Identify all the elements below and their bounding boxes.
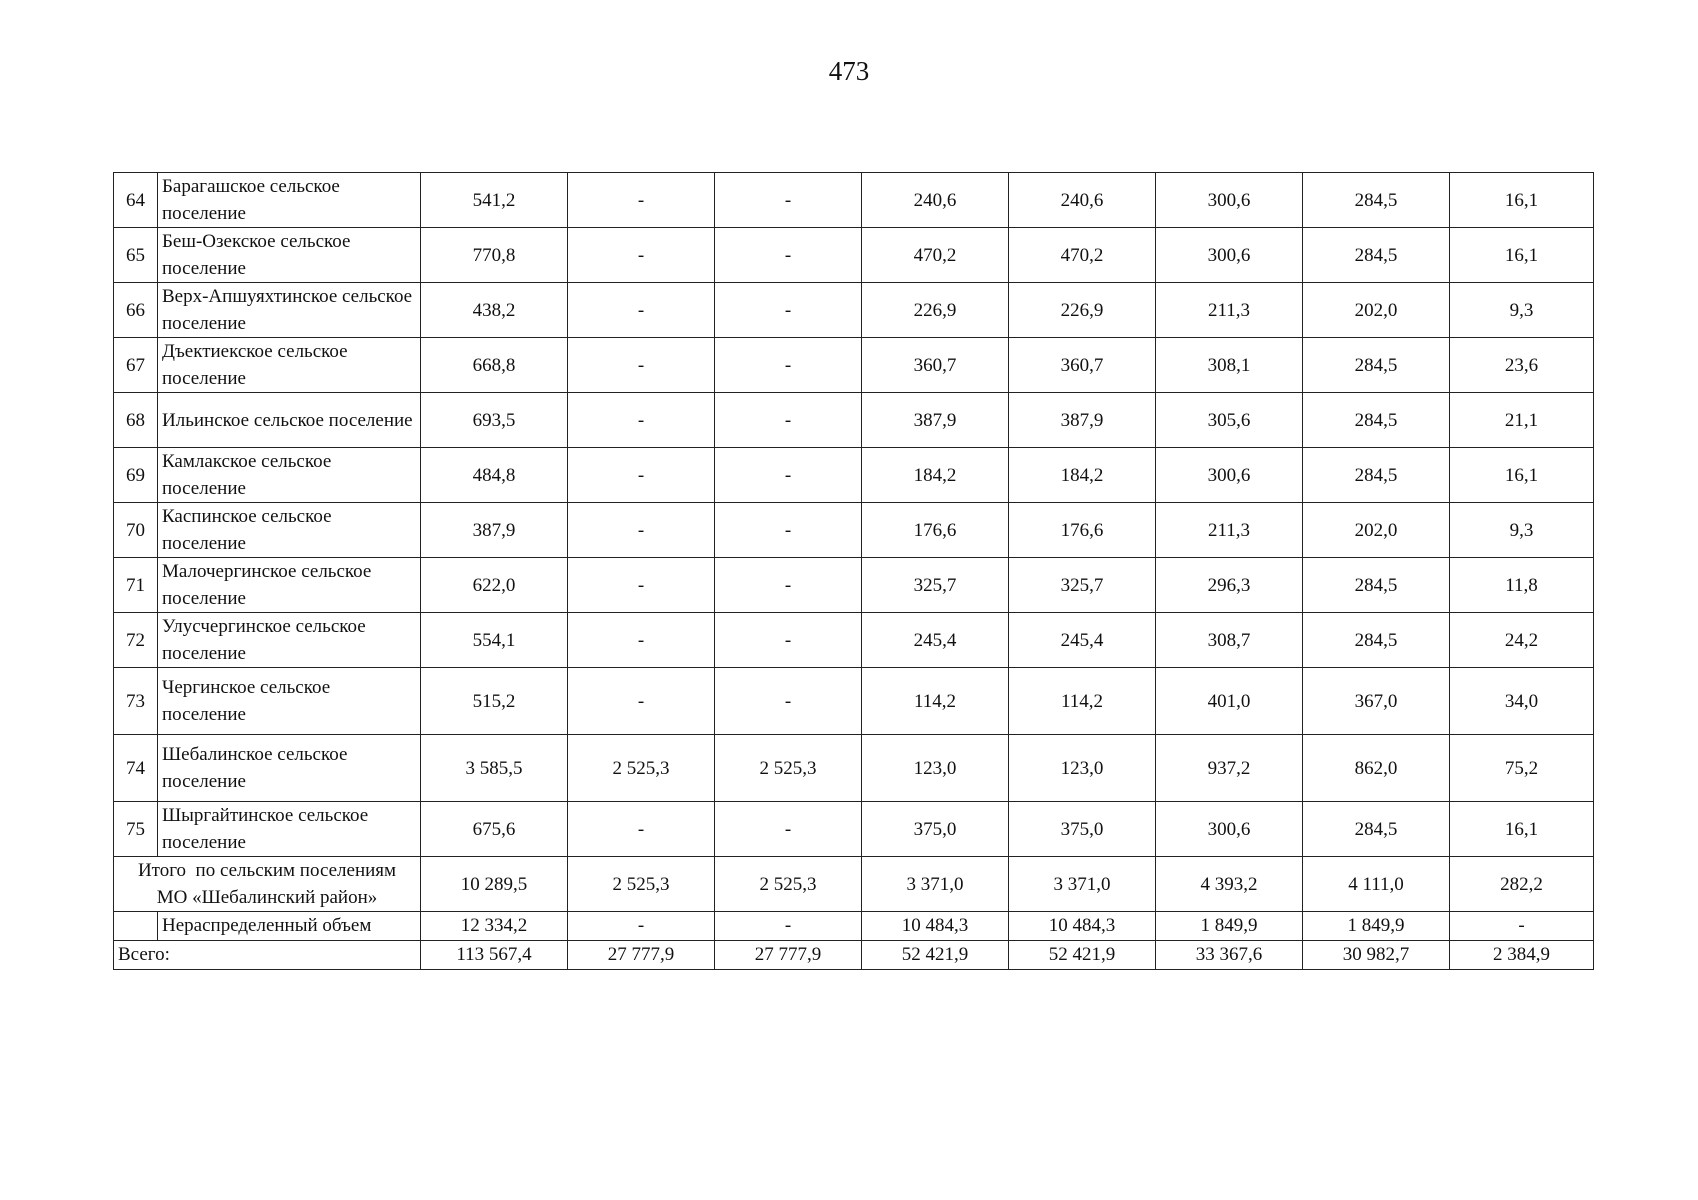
value-cell: 240,6 — [1009, 173, 1156, 228]
value-cell: 1 849,9 — [1303, 912, 1450, 941]
total-label-line1: Итого по сельским поселениям — [137, 860, 397, 881]
table-row — [114, 558, 1594, 613]
settlement-name: Улусчергинское сельское поселение — [158, 613, 421, 668]
value-cell: 438,2 — [421, 283, 568, 338]
value-cell: - — [715, 283, 862, 338]
value-cell: - — [715, 338, 862, 393]
value-cell: 30 982,7 — [1303, 941, 1450, 970]
value-cell: 284,5 — [1303, 802, 1450, 857]
value-cell: 3 371,0 — [1009, 857, 1156, 912]
table-row — [114, 228, 1594, 283]
value-cell: 16,1 — [1450, 802, 1594, 857]
settlement-name: Ильинское сельское поселение — [158, 393, 421, 448]
value-cell: 245,4 — [1009, 613, 1156, 668]
budget-table — [113, 172, 1594, 970]
value-cell: 34,0 — [1450, 668, 1594, 735]
value-cell: 284,5 — [1303, 338, 1450, 393]
value-cell: 300,6 — [1156, 802, 1303, 857]
value-cell: 387,9 — [421, 503, 568, 558]
row-number: 68 — [114, 393, 158, 448]
row-number: 65 — [114, 228, 158, 283]
value-cell: 52 421,9 — [1009, 941, 1156, 970]
value-cell: 862,0 — [1303, 735, 1450, 802]
value-cell: 75,2 — [1450, 735, 1594, 802]
value-cell: 554,1 — [421, 613, 568, 668]
table-row — [114, 448, 1594, 503]
value-cell: 308,1 — [1156, 338, 1303, 393]
value-cell: 675,6 — [421, 802, 568, 857]
value-cell: - — [568, 503, 715, 558]
row-number: 64 — [114, 173, 158, 228]
value-cell: 33 367,6 — [1156, 941, 1303, 970]
value-cell: 10 484,3 — [862, 912, 1009, 941]
value-cell: 123,0 — [1009, 735, 1156, 802]
value-cell: 375,0 — [862, 802, 1009, 857]
table-row — [114, 393, 1594, 448]
value-cell: - — [568, 668, 715, 735]
table-row — [114, 735, 1594, 802]
value-cell: 2 525,3 — [715, 857, 862, 912]
value-cell: 2 525,3 — [715, 735, 862, 802]
value-cell: - — [715, 173, 862, 228]
table-row — [114, 802, 1594, 857]
value-cell: 23,6 — [1450, 338, 1594, 393]
value-cell: - — [568, 558, 715, 613]
value-cell: - — [715, 448, 862, 503]
settlement-name: Малочергинское сельское поселение — [158, 558, 421, 613]
value-cell: 284,5 — [1303, 393, 1450, 448]
value-cell: 484,8 — [421, 448, 568, 503]
value-cell: - — [568, 912, 715, 941]
settlement-name: Беш-Озекское сельское поселение — [158, 228, 421, 283]
value-cell: 9,3 — [1450, 283, 1594, 338]
value-cell: 12 334,2 — [421, 912, 568, 941]
row-number: 70 — [114, 503, 158, 558]
value-cell: 770,8 — [421, 228, 568, 283]
grand-total-row — [114, 941, 1594, 970]
value-cell: 176,6 — [862, 503, 1009, 558]
value-cell: 282,2 — [1450, 857, 1594, 912]
value-cell: 114,2 — [862, 668, 1009, 735]
value-cell: - — [715, 912, 862, 941]
value-cell: 176,6 — [1009, 503, 1156, 558]
value-cell: 387,9 — [862, 393, 1009, 448]
value-cell: - — [1450, 912, 1594, 941]
settlement-name: Чергинское сельское поселение — [158, 668, 421, 735]
table-row — [114, 668, 1594, 735]
value-cell: 2 525,3 — [568, 735, 715, 802]
value-cell: 375,0 — [1009, 802, 1156, 857]
value-cell: 308,7 — [1156, 613, 1303, 668]
value-cell: 284,5 — [1303, 448, 1450, 503]
value-cell: 16,1 — [1450, 448, 1594, 503]
value-cell: 123,0 — [862, 735, 1009, 802]
value-cell: 401,0 — [1156, 668, 1303, 735]
value-cell: 211,3 — [1156, 503, 1303, 558]
table-row — [114, 338, 1594, 393]
value-cell: 284,5 — [1303, 558, 1450, 613]
value-cell: 52 421,9 — [862, 941, 1009, 970]
value-cell: - — [568, 283, 715, 338]
value-cell: 300,6 — [1156, 448, 1303, 503]
row-number: 72 — [114, 613, 158, 668]
value-cell: 114,2 — [1009, 668, 1156, 735]
value-cell: 10 484,3 — [1009, 912, 1156, 941]
value-cell: - — [715, 393, 862, 448]
value-cell: 202,0 — [1303, 283, 1450, 338]
value-cell: 305,6 — [1156, 393, 1303, 448]
settlement-name: Шебалинское сельское поселение — [158, 735, 421, 802]
value-cell: 27 777,9 — [715, 941, 862, 970]
settlement-name: Барагашское сельское поселение — [158, 173, 421, 228]
value-cell: 16,1 — [1450, 173, 1594, 228]
value-cell: 211,3 — [1156, 283, 1303, 338]
value-cell: 937,2 — [1156, 735, 1303, 802]
value-cell: - — [568, 173, 715, 228]
value-cell: 3 371,0 — [862, 857, 1009, 912]
table-row — [114, 613, 1594, 668]
value-cell: 24,2 — [1450, 613, 1594, 668]
value-cell: 21,1 — [1450, 393, 1594, 448]
value-cell: 16,1 — [1450, 228, 1594, 283]
value-cell: 325,7 — [862, 558, 1009, 613]
value-cell: 360,7 — [862, 338, 1009, 393]
settlement-name: Шыргайтинское сельское поселение — [158, 802, 421, 857]
table-row — [114, 173, 1594, 228]
value-cell: 470,2 — [1009, 228, 1156, 283]
value-cell: 2 525,3 — [568, 857, 715, 912]
value-cell: 622,0 — [421, 558, 568, 613]
row-number: 67 — [114, 338, 158, 393]
value-cell: 387,9 — [1009, 393, 1156, 448]
value-cell: 4 393,2 — [1156, 857, 1303, 912]
value-cell: - — [715, 613, 862, 668]
value-cell: 9,3 — [1450, 503, 1594, 558]
value-cell: 300,6 — [1156, 173, 1303, 228]
value-cell: 184,2 — [1009, 448, 1156, 503]
page-number: 473 — [828, 56, 870, 86]
value-cell: 325,7 — [1009, 558, 1156, 613]
value-cell: 245,4 — [862, 613, 1009, 668]
row-number: 75 — [114, 802, 158, 857]
value-cell: 2 384,9 — [1450, 941, 1594, 970]
value-cell: 284,5 — [1303, 613, 1450, 668]
value-cell: 184,2 — [862, 448, 1009, 503]
value-cell: 226,9 — [862, 283, 1009, 338]
value-cell: 515,2 — [421, 668, 568, 735]
value-cell: - — [568, 338, 715, 393]
value-cell: 226,9 — [1009, 283, 1156, 338]
value-cell: - — [568, 393, 715, 448]
value-cell: - — [715, 802, 862, 857]
row-number: 71 — [114, 558, 158, 613]
value-cell: - — [568, 228, 715, 283]
undistributed-row — [114, 912, 1594, 941]
table-body — [114, 173, 1594, 970]
value-cell: 296,3 — [1156, 558, 1303, 613]
grand-total-label: Всего: — [114, 941, 421, 970]
value-cell: - — [568, 613, 715, 668]
undistributed-label: Нераспределенный объем — [158, 912, 421, 941]
settlement-name: Каспинское сельское поселение — [158, 503, 421, 558]
value-cell: - — [715, 558, 862, 613]
settlement-name: Камлакское сельское поселение — [158, 448, 421, 503]
row-number: 69 — [114, 448, 158, 503]
row-number: 74 — [114, 735, 158, 802]
row-number: 66 — [114, 283, 158, 338]
value-cell: 3 585,5 — [421, 735, 568, 802]
row-number: 73 — [114, 668, 158, 735]
total-label-line2: МО «Шебалинский район» — [156, 887, 378, 908]
value-cell: 27 777,9 — [568, 941, 715, 970]
table-row — [114, 283, 1594, 338]
value-cell: 668,8 — [421, 338, 568, 393]
value-cell: 360,7 — [1009, 338, 1156, 393]
value-cell: - — [715, 228, 862, 283]
value-cell: 4 111,0 — [1303, 857, 1450, 912]
value-cell: 1 849,9 — [1156, 912, 1303, 941]
row-number-empty — [114, 912, 158, 941]
value-cell: 202,0 — [1303, 503, 1450, 558]
value-cell: - — [568, 802, 715, 857]
total-settlements-row — [114, 857, 1594, 912]
value-cell: 470,2 — [862, 228, 1009, 283]
value-cell: 300,6 — [1156, 228, 1303, 283]
value-cell: - — [715, 503, 862, 558]
value-cell: 113 567,4 — [421, 941, 568, 970]
value-cell: 240,6 — [862, 173, 1009, 228]
total-settlements-label — [114, 857, 421, 912]
value-cell: 284,5 — [1303, 228, 1450, 283]
value-cell: - — [715, 668, 862, 735]
settlement-name: Верх-Апшуяхтинское сельское поселение — [158, 283, 421, 338]
value-cell: 11,8 — [1450, 558, 1594, 613]
settlement-name: Дъектиекское сельское поселение — [158, 338, 421, 393]
value-cell: 10 289,5 — [421, 857, 568, 912]
value-cell: 284,5 — [1303, 173, 1450, 228]
value-cell: 541,2 — [421, 173, 568, 228]
value-cell: 693,5 — [421, 393, 568, 448]
value-cell: - — [568, 448, 715, 503]
table-row — [114, 503, 1594, 558]
value-cell: 367,0 — [1303, 668, 1450, 735]
